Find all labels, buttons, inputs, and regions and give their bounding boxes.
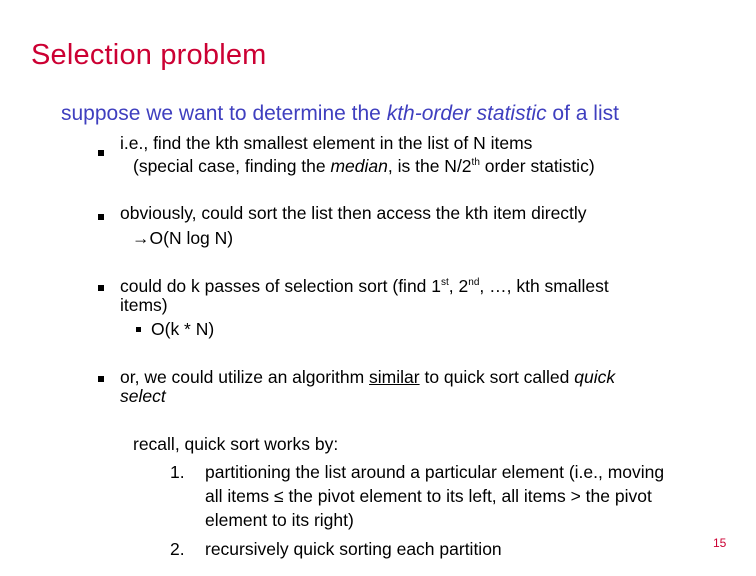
bullet-marker xyxy=(98,285,104,291)
bullet-line xyxy=(120,229,587,248)
text-fragment: could do k passes of selection sort (find 1 xyxy=(120,276,442,296)
bullet-sort-list xyxy=(120,204,587,248)
recall-item-partition xyxy=(205,460,664,532)
superscript: st xyxy=(441,277,449,289)
bullet-quick-select xyxy=(120,368,615,406)
slide-title: Selection problem xyxy=(31,39,267,71)
lead-text xyxy=(61,102,619,126)
text-fragment: , 2 xyxy=(448,276,469,296)
text-fragment: or, we could utilize an algorithm xyxy=(120,367,370,387)
similar-underline: similar xyxy=(369,367,420,387)
median-emphasis: median xyxy=(330,156,388,176)
text-fragment: to quick sort called xyxy=(419,367,575,387)
bullet-line: items) xyxy=(120,295,168,315)
bullet-line xyxy=(120,277,609,296)
complexity-text: O(N log N) xyxy=(149,228,234,248)
list-line: partitioning the list around a particular element (i.e., moving xyxy=(205,462,665,482)
bullet-line: obviously, could sort the list then access the kth item directly xyxy=(120,203,587,223)
bullet-marker xyxy=(98,376,104,382)
arrow-icon: → xyxy=(132,228,150,248)
lead-post: of a list xyxy=(546,102,619,125)
bullet-kth-smallest xyxy=(120,134,595,176)
sub-bullet-marker xyxy=(136,327,141,332)
bullet-line xyxy=(120,387,615,406)
list-number: 1. xyxy=(170,462,185,482)
select-emphasis: select xyxy=(120,386,166,406)
bullet-marker xyxy=(98,214,104,220)
list-line: element to its right) xyxy=(205,510,354,530)
recall-item-recurse: recursively quick sorting each partition xyxy=(205,539,502,559)
text-fragment: , is the N/2 xyxy=(387,156,472,176)
superscript: th xyxy=(471,157,480,169)
lead-pre: suppose we want to determine the xyxy=(61,102,387,125)
sub-bullet-complexity: O(k * N) xyxy=(151,319,215,339)
list-line: all items ≤ the pivot element to its left, all items > the pivot xyxy=(205,486,652,506)
text-fragment: , …, kth smallest xyxy=(479,276,609,296)
lead-emphasis: kth-order statistic xyxy=(386,102,547,125)
bullet-selection-sort xyxy=(120,277,609,315)
list-number: 2. xyxy=(170,539,185,559)
bullet-line xyxy=(120,368,615,387)
bullet-line: i.e., find the kth smallest element in the list of N items xyxy=(120,133,533,153)
bullet-line xyxy=(120,157,595,176)
text-fragment: (special case, finding the xyxy=(133,156,331,176)
superscript: nd xyxy=(468,277,480,289)
page-number: 15 xyxy=(713,536,727,550)
bullet-marker xyxy=(98,150,104,156)
recall-intro: recall, quick sort works by: xyxy=(133,434,339,454)
quick-emphasis: quick xyxy=(574,367,616,387)
text-fragment: order statistic) xyxy=(479,156,595,176)
